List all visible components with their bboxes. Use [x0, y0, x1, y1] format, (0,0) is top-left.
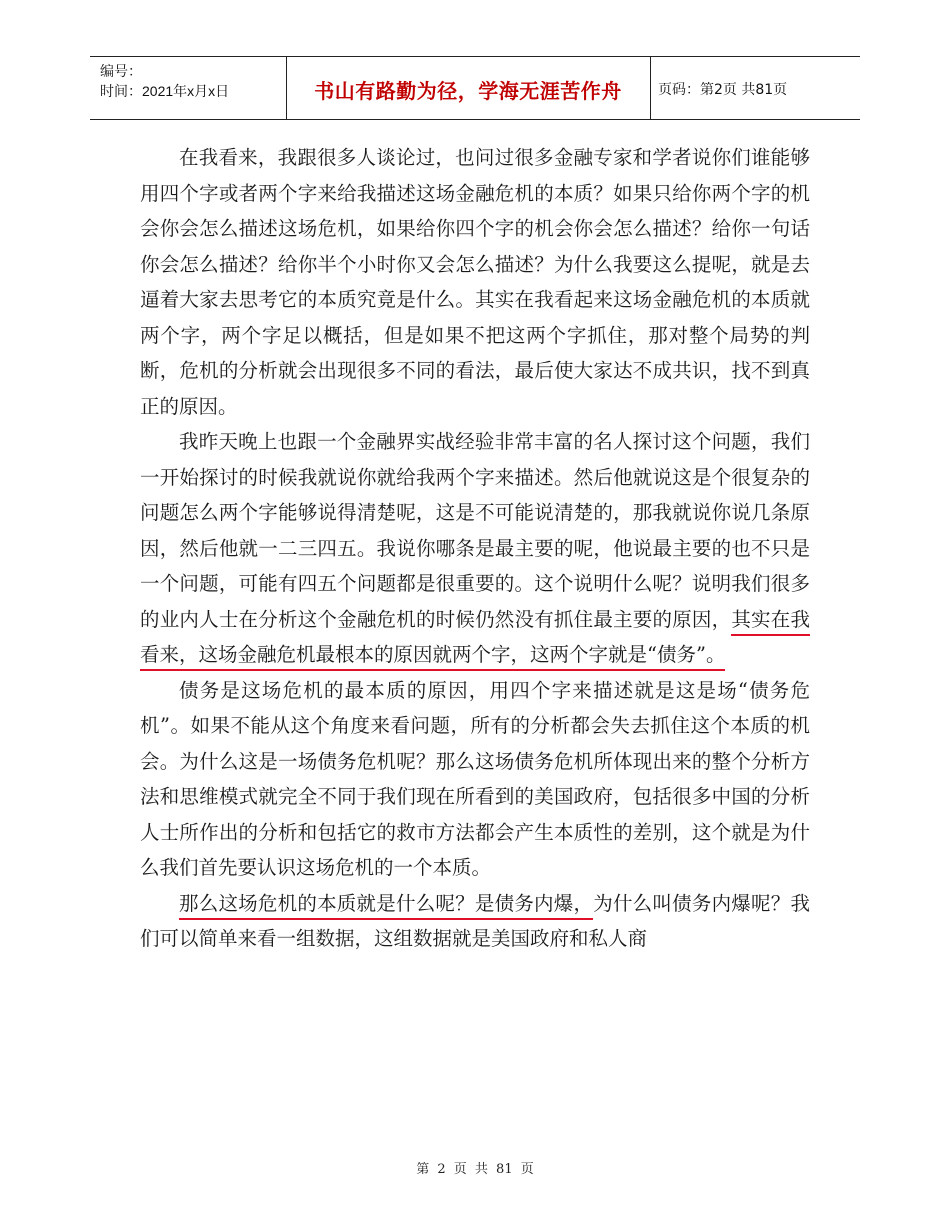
document-number-label: 编号：: [100, 63, 142, 79]
paragraph-text: 我昨天晚上也跟一个金融界实战经验非常丰富的名人探讨这个问题，我们一开始探讨的时候我就说你就给我两个字来描述。然后他就说这是个很复杂的问题怎么两个字能够说得清楚呢，这是不可能说清楚的，那我就说你说几条原因，然后他就一二三四五。我说你哪条是最主要的呢，他说最主要的也不只是一个问题，可能有四五个问题都是很重要的。这个说明什么呢？说明我们很多的业内人士在分析这个金融危机的时候仍然没有抓住最主要的原因，: [140, 430, 810, 631]
document-body: [140, 140, 810, 957]
highlighted-text: 那么这场危机的本质就是什么呢？是债务内爆，: [179, 892, 593, 920]
header-page-info: 页码：第2页 共81页: [658, 82, 788, 98]
paragraph-4: [140, 886, 810, 957]
header-meta: [100, 61, 229, 101]
paragraph-2: [140, 424, 810, 673]
paragraph-text: 在我看来，我跟很多人谈论过，也问过很多金融专家和学者说你们谁能够用四个字或者两个字来给我描述这场金融危机的本质？如果只给你两个字的机会你会怎么描述这场危机，如果给你四个字的机会你会怎么描述？给你一句话你会怎么描述？给你半个小时你又会怎么描述？为什么我要这么提呢，就是去逼着大家去思考它的本质究竟是什么。其实在我看起来这场金融危机的本质就两个字，两个字足以概括，但是如果不把这两个字抓住，那对整个局势的判断，危机的分析就会出现很多不同的看法，最后使大家达不成共识，找不到真正的原因。: [140, 146, 810, 418]
paragraph-text: 为什么叫债务内爆呢？我们可以简单来看一组数据，这组数据就是美国政府和私人商: [140, 891, 810, 950]
paragraph-3: [140, 673, 810, 886]
paragraph-text: 债务是这场危机的最本质的原因，用四个字来描述就是这是场“债务危机”。如果不能从这个角度来看问题，所有的分析都会失去抓住这个本质的机会。为什么这是一场债务危机呢？那么这场债务危机所体现出来的整个分析方法和思维模式就完全不同于我们现在所看到的美国政府，包括很多中国的分析人士所作出的分析和包括它的救市方法都会产生本质性的差别，这个就是为什么我们首先要认识这场危机的一个本质。: [140, 678, 810, 879]
header-divider-right: [650, 57, 651, 119]
header-motto: 书山有路勤为径，学海无涯苦作舟: [314, 79, 622, 103]
paragraph-1: [140, 140, 810, 424]
page-footer: 第 2 页 共 81 页: [416, 1162, 534, 1177]
highlighted-text: 其实在我看来，这场金融危机最根本的原因就两个字，这两个字就是“债务”。: [140, 608, 810, 672]
document-date: 时间：2021年x月x日: [100, 83, 230, 99]
page-header: [90, 56, 860, 120]
